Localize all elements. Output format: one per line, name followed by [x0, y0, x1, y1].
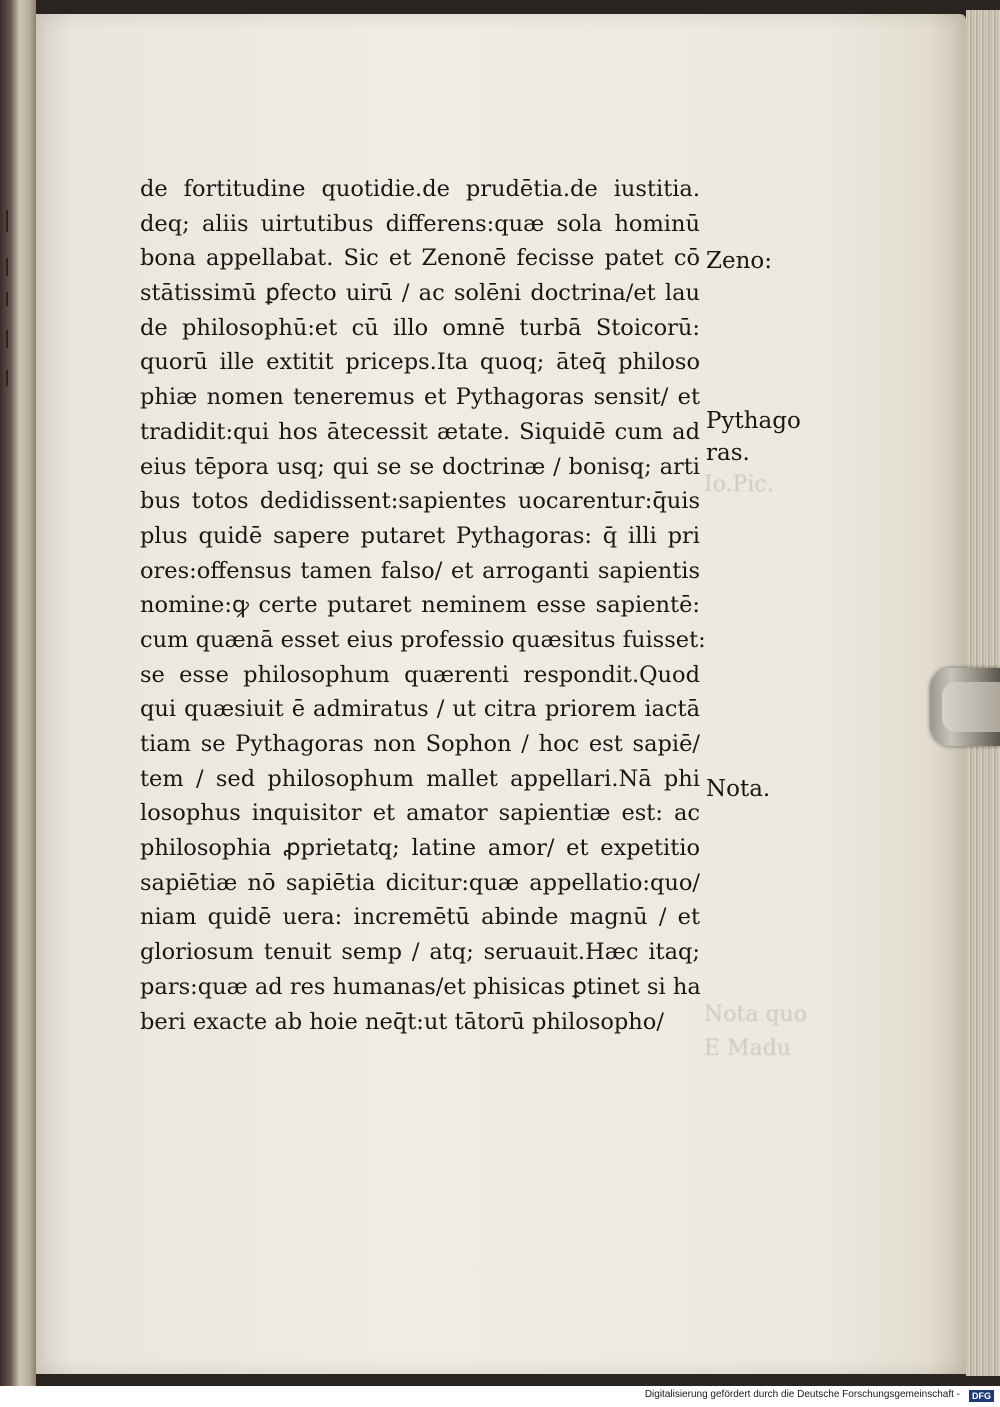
main-text-block [140, 172, 706, 1039]
marginal-note-zeno: Zeno: [706, 248, 773, 274]
text-line: tradidit:qui hos ātecessit ætate. Siquidē cum ad [140, 418, 700, 445]
show-through-text: E Madu [704, 1036, 791, 1061]
footer-bar [0, 1386, 1000, 1407]
facing-page-mark [6, 370, 8, 386]
funding-credit: Digitalisierung gefördert durch die Deutsche Forschungsgemeinschaft - [644, 1389, 960, 1400]
text-line: pars:quæ ad res humanas/et phisicas ꝑtinet si ha [140, 973, 701, 1000]
facing-page-mark [6, 330, 8, 348]
text-line: deq; aliis uirtutibus differens:quæ sola hominū [140, 210, 700, 237]
text-line: cum quænā esset eius professio quæsitus fuisset: [140, 626, 706, 653]
text-line: nomine:ꝙ certe putaret neminem esse sapientē: [140, 592, 700, 619]
text-line: stātissimū ꝑfecto uirū / ac solēni doctrina/et lau [140, 280, 700, 307]
marginal-note-pythagoras-cont: ras. [706, 440, 750, 466]
facing-page-edge [0, 0, 36, 1386]
text-line: gloriosum tenuit semp / atq; seruauit.Hæc itaq; [140, 939, 700, 966]
marginal-note-nota: Nota. [706, 776, 771, 802]
text-line: phiæ nomen teneremus et Pythagoras sensit/ et [140, 384, 700, 411]
text-line: bus totos dedidissent:sapientes uocarentur:q̄uis [140, 488, 700, 515]
text-line: de fortitudine quotidie.de prudētia.de iustitia. [140, 176, 700, 202]
text-line: plus quidē sapere putaret Pythagoras: q̄ illi pri [140, 522, 700, 549]
text-line: ores:offensus tamen falso/ et arroganti sapientis [140, 557, 700, 584]
show-through-text: Nota quo [704, 1002, 807, 1027]
text-line: bona appellabat. Sic et Zenonē fecisse patet cō [140, 245, 700, 272]
facing-page-mark [6, 210, 8, 232]
text-line: beri exacte ab hoie neq̄t:ut tātorū philosopho/ [140, 1008, 664, 1035]
text-line: losophus inquisitor et amator sapientiæ est: ac [140, 800, 700, 827]
text-line: philosophia ꝓprietatq; latine amor/ et expetitio [140, 835, 700, 862]
text-line: niam quidē uera: incremētū abinde magnū / et [140, 904, 700, 931]
text-line: qui quæsiuit ē admiratus / ut citra priorem iactā [140, 696, 700, 723]
facing-page-mark [6, 258, 8, 276]
dfg-logo: DFG [969, 1390, 994, 1402]
text-line: tiam se Pythagoras non Sophon / hoc est sapiē/ [140, 731, 700, 757]
page-clip [930, 668, 1000, 746]
text-line: quorū ille extitit priceps.Ita quoq; āteq̄ philoso [140, 349, 700, 376]
show-through-text: Io.Pic. [704, 472, 774, 497]
text-line: se esse philosophum quærenti respondit.Quod [140, 661, 700, 688]
marginal-note-pythagoras: Pythago [706, 408, 801, 434]
text-line: tem / sed philosophum mallet appellari.Nā phi [140, 765, 700, 792]
text-line: sapiētiæ nō sapiētia dicitur:quæ appellatio:quo/ [140, 869, 700, 896]
text-line: eius tēpora usq; qui se se doctrinæ / bonisq; arti [140, 453, 700, 480]
facing-page-mark [6, 292, 8, 306]
text-line: de philosophū:et cū illo omnē turbā Stoicorū: [140, 314, 700, 341]
